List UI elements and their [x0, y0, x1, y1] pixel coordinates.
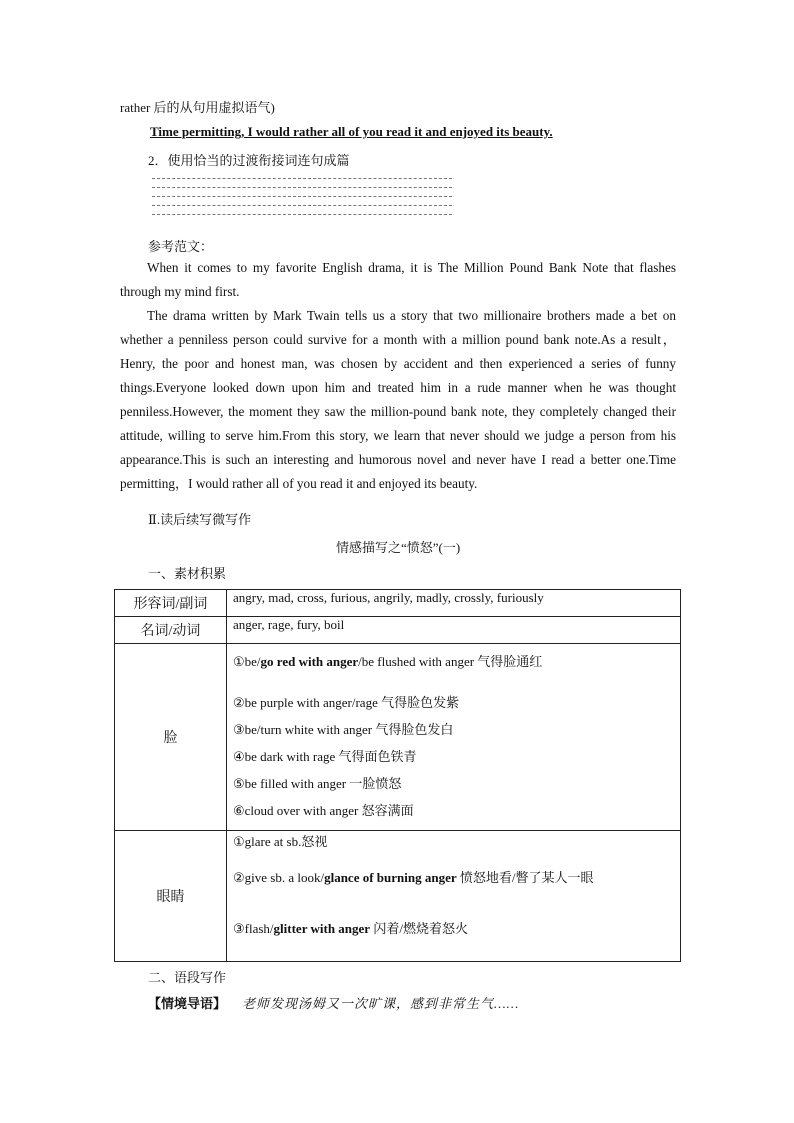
part-2-heading: 二、语段写作	[148, 970, 227, 985]
essay-paragraph-2: The drama written by Mark Twain tells us a story that two millionaire brothers made a bet on whether a penniless person could survive for a month with a million pound bank note.As a result，Henry, the poor and honest man, was chosen by accident and then experienced a series of funny things.Everyone looked down upon him and treated him in a rude manner when he was thought penniless.However, the moment they saw the million-pound bank note, they completely changed their attitude, willing to serve him.From this story, we learn that never should we judge a person from his appearance.This is such an interesting and humorous novel and never have I read a better one.Time permitting，I would rather all of you read it and enjoyed its beauty.	[120, 308, 676, 491]
part-1-heading: 一、素材积累	[148, 566, 227, 581]
section-2-heading: Ⅱ.读后续写微写作	[148, 512, 252, 527]
table-row	[115, 590, 681, 617]
face-cell	[227, 644, 681, 831]
list-item: ④be dark with rage 气得面色铁青	[233, 749, 417, 764]
face-list	[233, 648, 674, 824]
vocabulary-table	[114, 589, 681, 962]
reference-essay	[120, 256, 676, 496]
situation-text: 老师发现汤姆又一次旷课，感到非常生气……	[242, 996, 520, 1011]
eyes-list	[233, 829, 674, 942]
table-row	[115, 831, 681, 962]
reference-label: 参考范文：	[148, 239, 214, 254]
list-item: ③be/turn white with anger 气得脸色发白	[233, 722, 454, 737]
adj-value: angry, mad, cross, furious, angrily, madly, crossly, furiously	[227, 590, 681, 617]
answer-sentence: Time permitting, I would rather all of you read it and enjoyed its beauty.	[150, 124, 553, 139]
list-item: ③flash/glitter with anger 闪着/燃烧着怒火	[233, 921, 468, 936]
top-note: rather 后的从句用虚拟语气)	[120, 100, 275, 115]
noun-key: 名词/动词	[115, 617, 227, 644]
list-item: ⑥cloud over with anger 怒容满面	[233, 803, 414, 818]
list-item: ①glare at sb.怒视	[233, 834, 328, 849]
task-2-heading: 2．使用恰当的过渡衔接词连句成篇	[148, 153, 350, 168]
situation-intro	[148, 993, 519, 1012]
subtitle: 情感描写之“愤怒”(一)	[336, 540, 461, 555]
adj-key: 形容词/副词	[115, 590, 227, 617]
list-item: ⑤be filled with anger 一脸愤怒	[233, 776, 402, 791]
list-item: ①be/go red with anger/be flushed with anger 气得脸通红	[233, 654, 543, 669]
list-item: ②give sb. a look/glance of burning anger 愤怒地看/瞥了某人一眼	[233, 870, 594, 885]
situation-tag: 【情境导语】	[148, 996, 227, 1011]
eyes-cell	[227, 831, 681, 962]
writing-lines	[152, 178, 452, 222]
table-row	[115, 617, 681, 644]
eyes-key: 眼睛	[115, 831, 227, 962]
table-row	[115, 644, 681, 831]
essay-paragraph-1: When it comes to my favorite English drama, it is The Million Pound Bank Note that flashes through my mind first.	[120, 260, 676, 299]
list-item: ②be purple with anger/rage 气得脸色发紫	[233, 695, 460, 710]
noun-value: anger, rage, fury, boil	[227, 617, 681, 644]
face-key: 脸	[115, 644, 227, 831]
